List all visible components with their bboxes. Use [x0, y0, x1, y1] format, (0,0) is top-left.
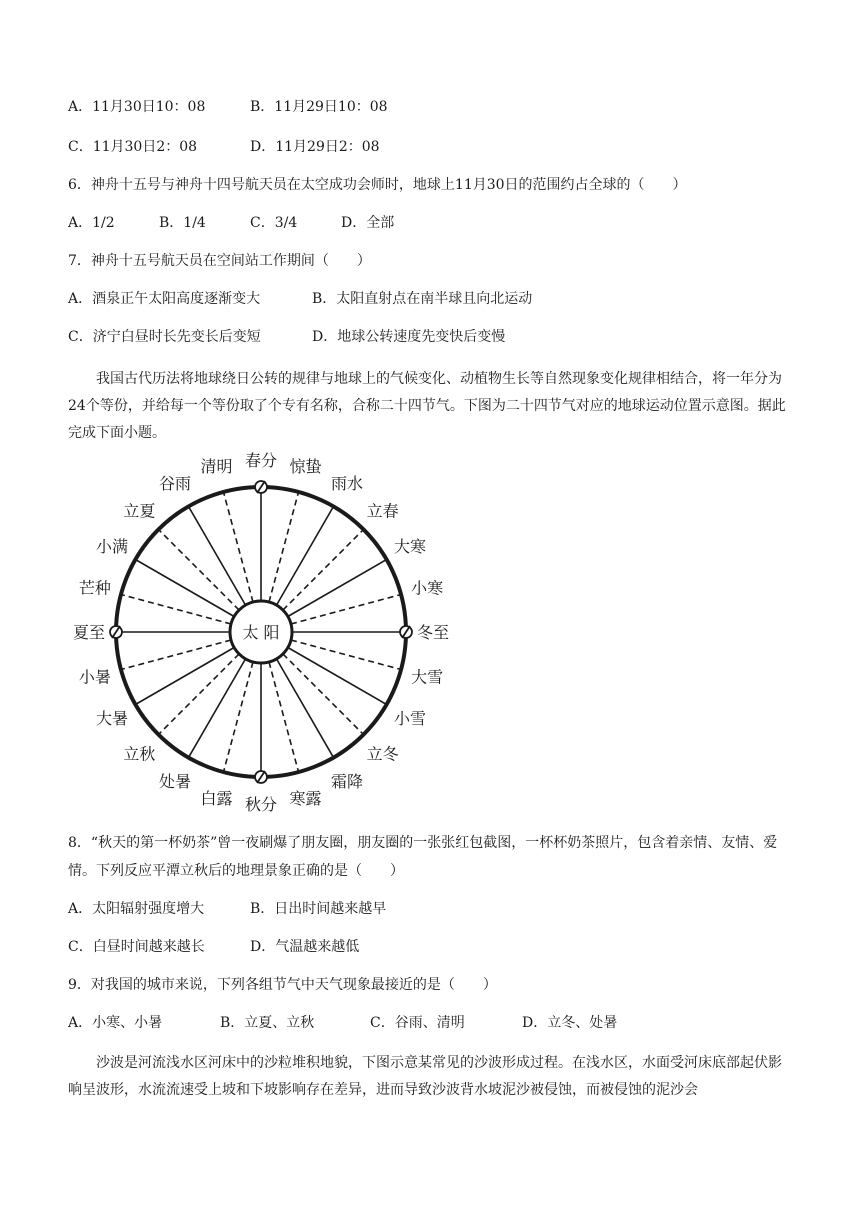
solar-term-label: 秋分	[244, 795, 278, 812]
q8-option-d: D．气温越来越低	[250, 939, 360, 955]
solar-term-label: 小满	[96, 537, 129, 556]
spoke-dashed	[223, 662, 253, 772]
q8-option-c: C．白昼时间越来越长	[68, 939, 205, 955]
q7-stem: 7．神舟十五号航天员在空间站工作期间（ ）	[68, 253, 371, 269]
q7-option-d: D．地球公转速度先变快后变慢	[312, 329, 506, 345]
solar-terms-intro: 我国古代历法将地球绕日公转的规律与地球上的气候变化、动植物生长等自然现象变化规律相结合，将一年分为24个等份，并给每一个等份取了个专有名称，合称二十四节气。下图为二十四节气对应的地球运动位置示意图。据此完成下面小题。	[68, 371, 786, 441]
spoke-solid	[288, 648, 387, 705]
solar-term-label: 立冬	[366, 744, 399, 764]
spoke-dashed	[158, 654, 239, 735]
spoke-dashed	[291, 640, 401, 670]
solar-term-label: 芒种	[78, 578, 111, 598]
q6-stem: 6．神舟十五号与神舟十四号航天员在太空成功会师时，地球上11月30日的范围约占全球的（ ）	[68, 177, 687, 193]
spoke-dashed	[283, 529, 364, 610]
spoke-dashed	[283, 654, 364, 735]
solar-term-label: 处暑	[158, 771, 192, 791]
q9-option-d: D．立冬、处暑	[522, 1015, 618, 1031]
spoke-solid	[189, 659, 246, 758]
solar-term-label: 夏至	[72, 623, 106, 642]
solar-term-label: 大暑	[96, 709, 129, 728]
spoke-solid	[135, 560, 234, 617]
spoke-solid	[277, 506, 334, 605]
q6-option-a: A．1/2	[68, 215, 115, 231]
solar-terms-diagram	[68, 452, 468, 812]
spoke-solid	[277, 659, 334, 758]
q6-option-d: D．全部	[341, 215, 395, 231]
solar-term-label: 立夏	[123, 501, 156, 521]
q8-stem: 8．“秋天的第一杯奶茶”曾一夜刷爆了朋友圈，朋友圈的一张张红包截图，一杯杯奶茶照片，包含着亲情、友情、爱情。下列反应平潭立秋后的地理景象正确的是（ ）	[68, 835, 778, 879]
q5-option-c: C．11月30日2：08	[68, 139, 198, 155]
solar-term-label: 冬至	[416, 623, 450, 642]
solar-term-label: 大雪	[411, 667, 444, 687]
solar-term-label: 大寒	[393, 537, 426, 556]
solar-term-label: 雨水	[330, 474, 364, 494]
solar-term-label: 惊蛰	[289, 456, 322, 476]
sand-wave-intro: 沙波是河流浅水区河床中的沙粒堆积地貌，下图示意某常见的沙波形成过程。在浅水区，水面受河床底部起伏影响呈波形，水流流速受上坡和下坡影响存在差异，进而导致沙波背水坡泥沙被侵蚀，而被侵蚀的泥沙会	[68, 1055, 782, 1098]
spoke-dashed	[158, 529, 239, 610]
q5-option-d: D．11月29日2：08	[250, 139, 380, 155]
q9-stem: 9．对我国的城市来说，下列各组节气中天气现象最接近的是（ ）	[68, 977, 497, 993]
solar-term-label: 清明	[200, 456, 233, 476]
spoke-dashed	[269, 662, 299, 772]
q7-option-a: A．酒泉正午太阳高度逐渐变大	[68, 291, 261, 307]
spoke-dashed	[291, 594, 401, 624]
q9-option-a: A．小寒、小暑	[68, 1015, 163, 1031]
q9-option-b: B．立夏、立秋	[220, 1015, 315, 1031]
q8-option-b: B．日出时间越来越早	[250, 901, 387, 917]
spoke-solid	[288, 560, 387, 617]
spoke-dashed	[223, 492, 253, 602]
q7-option-c: C．济宁白昼时长先变长后变短	[68, 329, 261, 345]
q5-option-a: A．11月30日10：08	[68, 99, 206, 115]
solar-term-label: 立秋	[123, 744, 156, 764]
sun-label: 太 阳	[242, 623, 280, 642]
q6-option-c: C．3/4	[250, 215, 298, 231]
solar-term-label: 小雪	[393, 709, 426, 728]
solar-term-label: 寒露	[289, 789, 322, 809]
solar-term-label: 霜降	[330, 771, 364, 791]
solar-term-label: 白露	[200, 789, 233, 809]
spoke-dashed	[121, 594, 231, 624]
spoke-solid	[135, 648, 234, 705]
q9-option-c: C．谷雨、清明	[370, 1015, 465, 1031]
spoke-dashed	[121, 640, 231, 670]
q5-option-b: B．11月29日10：08	[250, 99, 388, 115]
q6-option-b: B．1/4	[159, 215, 206, 231]
q8-option-a: A．太阳辐射强度增大	[68, 901, 205, 917]
solar-term-label: 谷雨	[158, 474, 192, 494]
solar-term-label: 立春	[366, 501, 399, 521]
solar-term-label: 小暑	[78, 667, 111, 687]
q7-option-b: B．太阳直射点在南半球且向北运动	[312, 291, 533, 307]
spoke-solid	[189, 506, 246, 605]
solar-term-label: 小寒	[411, 578, 444, 598]
solar-term-label: 春分	[244, 452, 278, 470]
spoke-dashed	[269, 492, 299, 602]
